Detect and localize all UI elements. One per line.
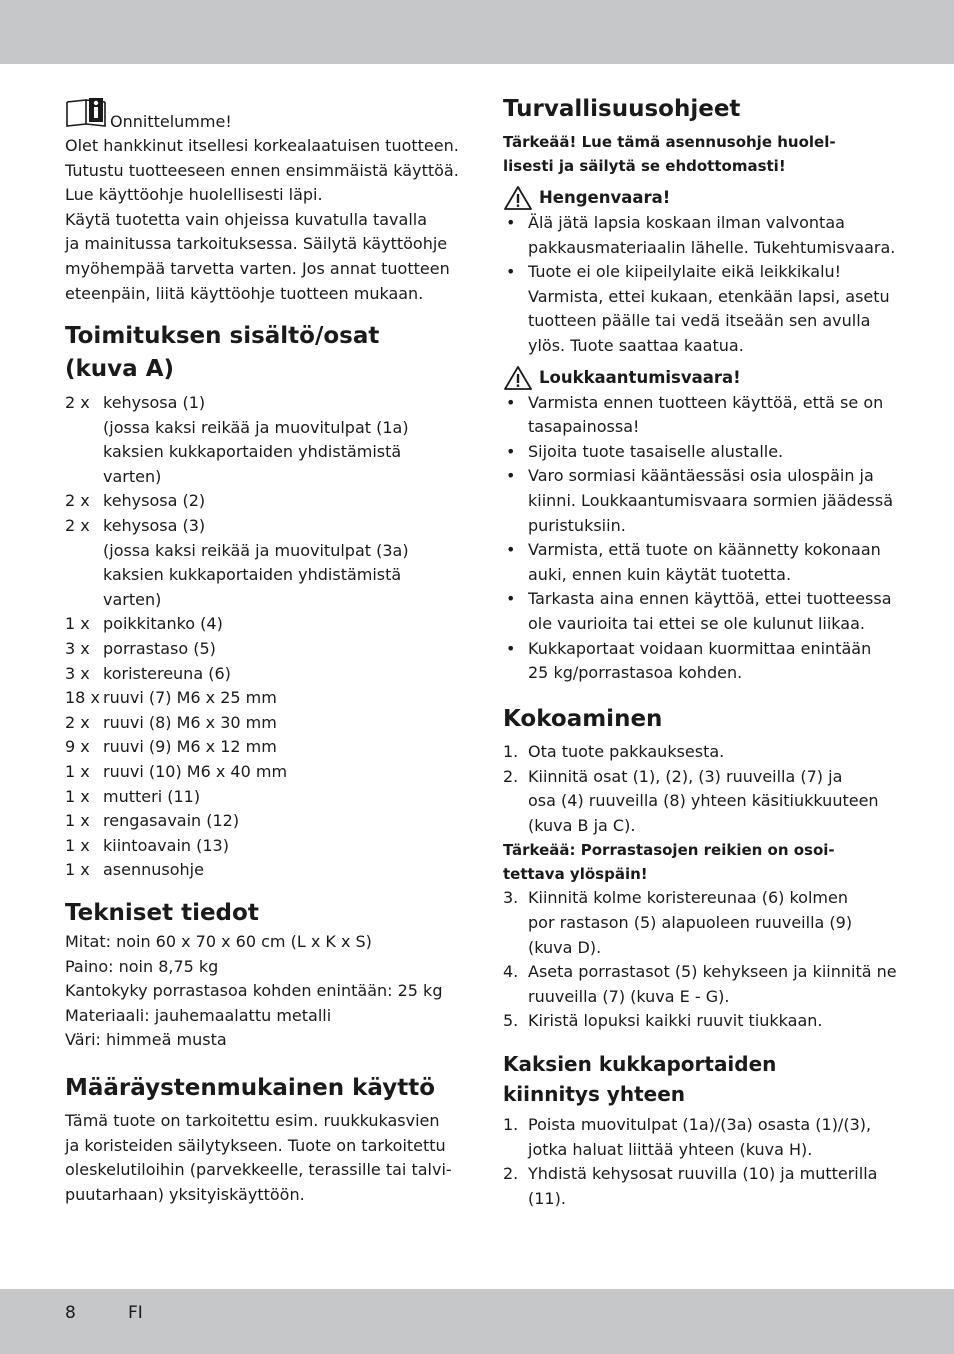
intended-use-section [65,1072,452,1207]
step-text: osa (4) ruuveilla (8) yhteen käsitiukkuuteen [528,791,879,811]
bullet-line [503,563,895,588]
step-line [503,911,897,936]
language-code: FI [128,1303,143,1323]
bullet-text: auki, ennen kuin käytät tuotetta. [528,564,792,584]
step-indent [503,1187,528,1212]
joining-title-2: kiinnitys yhteen [503,1082,686,1106]
intro-line: eteenpäin, liitä käyttöohje tuotteen mukaan. [65,283,424,303]
intro-line: Käytä tuotetta vain ohjeissa kuvatulla tavalla [65,209,428,229]
item-quantity: 1 x [65,811,90,831]
contents-item [65,416,409,441]
bullet-line [503,612,895,637]
bullet-text: ole vaurioita tai ettei se ole kulunut liikaa. [528,613,865,633]
item-quantity: 1 x [65,761,90,781]
step-indent [503,936,528,961]
bullet-marker: • [506,392,516,412]
item-text: varten) [103,589,162,609]
item-quantity: 2 x [65,393,90,412]
step-line [503,936,897,961]
bullet-line [503,391,895,416]
step-number: 1. [503,1115,519,1134]
bullet-indent [503,489,528,514]
step-text: Kiristä lopuksi kaikki ruuvit tiukkaan. [528,1011,823,1031]
danger-title: Hengenvaara! [539,188,671,207]
bullet-line [503,661,895,686]
bullet-text: Tarkasta aina ennen käyttöä, ettei tuotteessa [528,589,892,609]
intended-use-line: Tämä tuote on tarkoitettu esim. ruukkukasvien [65,1111,440,1130]
bullet-text: Älä jätä lapsia koskaan ilman valvontaa [528,213,845,232]
intro-line: Olet hankkinut itsellesi korkealaatuisen tuotteen. [65,136,459,155]
bullet-indent [503,309,528,334]
bullet-indent [503,415,528,440]
item-text: koristereuna (6) [103,663,231,683]
item-quantity: 1 x [65,786,90,806]
intended-use-line: oleskelutiloihin (parvekkeelle, terassille tai talvi- [65,1160,452,1180]
assembly-steps [503,740,897,838]
contents-item [65,440,409,465]
step-text: (11). [528,1188,566,1208]
contents-item [65,785,409,810]
step-number: 4. [503,962,519,982]
injury-list [503,391,895,686]
contents-item [65,711,409,736]
injury-heading [503,365,895,391]
step-line [503,1138,877,1163]
bullet-indent [503,612,528,637]
contents-item [65,809,409,834]
bullet-text: Kukkaportaat voidaan kuormittaa enintään [528,638,872,658]
bullet-text: Varmista, ettei kukaan, etenkään lapsi, asetu [528,286,890,306]
step-text: Kiinnitä osat (1), (2), (3) ruuveilla (7) ja [528,766,843,786]
bullet-text: Varmista ennen tuotteen käyttöä, että se on [528,392,884,412]
contents-item [65,760,409,785]
step-text: Poista muovitulpat (1a)/(3a) osasta (1)/(3), [528,1115,872,1134]
technical-line: Väri: himmeä musta [65,1030,227,1050]
contents-item [65,391,409,416]
step-line [503,1162,877,1187]
contents-item [65,858,409,883]
danger-list [503,211,895,359]
safety-important-2: lisesti ja säilytä se ehdottomasti! [503,157,786,175]
step-text: Kiinnitä kolme koristereunaa (6) kolmen [528,888,848,908]
item-text: kaksien kukkaportaiden yhdistämistä [103,565,402,585]
bullet-marker: • [506,262,516,282]
intro-line: Tutustu tuotteeseen ennen ensimmäistä käyttöä. [65,160,459,180]
bullet-marker: • [506,441,516,461]
item-text: varten) [103,466,162,486]
bullet-text: tuotteen päälle tai vedä itseään sen avulla [528,311,871,331]
contents-item [65,735,409,760]
contents-item [65,489,409,514]
bullet-line [503,211,895,236]
greeting: Onnittelumme! [110,112,232,131]
item-text: porrastaso (5) [103,638,216,658]
technical-title: Tekniset tiedot [65,900,259,926]
contents-section [65,320,409,883]
bullet-text: kiinni. Loukkaantumisvaara sormien jäädessä [528,490,893,510]
intro-line: myöhempää tarvetta varten. Jos annat tuotteen [65,258,450,278]
intro-text [65,134,459,306]
contents-title-2: (kuva A) [65,356,175,382]
bullet-line [503,637,895,662]
item-text: poikkitanko (4) [103,614,223,634]
bullet-text: Sijoita tuote tasaiselle alustalle. [528,441,784,461]
safety-important: Tärkeää! Lue tämä asennusohje huolel- [503,133,836,151]
bullet-line [503,538,895,563]
item-text: ruuvi (7) M6 x 25 mm [103,688,277,708]
bullet-indent [503,236,528,261]
bullet-marker: • [506,213,516,232]
step-indent [503,789,528,814]
item-text: kaksien kukkaportaiden yhdistämistä [103,442,402,462]
item-text: ruuvi (8) M6 x 30 mm [103,712,277,732]
item-text: rengasavain (12) [103,811,240,831]
step-line [503,1113,877,1138]
info-book-icon [65,96,107,132]
contents-item [65,465,409,490]
safety-section [503,93,895,686]
bullet-line [503,489,895,514]
step-number: 1. [503,742,519,761]
contents-item [65,588,409,613]
step-indent [503,985,528,1010]
bullet-line [503,587,895,612]
intro-line: ja mainitussa tarkoituksessa. Säilytä käyttöohje [65,234,448,254]
technical-line: Paino: noin 8,75 kg [65,956,219,976]
bullet-line [503,415,895,440]
bullet-text: ylös. Tuote saattaa kaatua. [528,335,744,355]
item-quantity [65,465,103,490]
contents-item [65,563,409,588]
bullet-indent [503,285,528,310]
item-quantity [65,416,103,441]
step-line [503,789,897,814]
item-quantity: 2 x [65,515,90,535]
contents-list [65,391,409,883]
item-quantity [65,440,103,465]
step-line [503,1009,897,1034]
joining-section [503,1049,877,1211]
item-quantity: 2 x [65,712,90,732]
contents-item [65,662,409,687]
item-quantity: 1 x [65,835,90,855]
technical-line: Kantokyky porrastasoa kohden enintään: 25 kg [65,981,443,1001]
header-bar [0,0,954,64]
item-text: ruuvi (9) M6 x 12 mm [103,737,277,757]
bullet-text: Varmista, että tuote on käännetty kokonaan [528,540,881,560]
page-number: 8 [65,1303,76,1323]
bullet-line [503,285,895,310]
step-number: 3. [503,888,519,908]
joining-title: Kaksien kukkaportaiden [503,1052,777,1076]
step-text: jotka haluat liittää yhteen (kuva H). [528,1139,813,1159]
contents-item [65,539,409,564]
bullet-indent [503,514,528,539]
step-number: 5. [503,1011,519,1031]
bullet-text: Tuote ei ole kiipeilylaite eikä leikkikalu! [528,262,842,282]
item-quantity: 18 x [65,688,100,708]
intro-line: Lue käyttöohje huolellisesti läpi. [65,185,323,205]
intended-use-title: Määräystenmukainen käyttö [65,1075,436,1101]
item-quantity: 1 x [65,860,90,880]
assembly-important-2: tettava ylöspäin! [503,865,648,884]
step-text: (kuva D). [528,937,602,957]
item-text: ruuvi (10) M6 x 40 mm [103,761,288,781]
item-text: kehysosa (3) [103,515,206,535]
bullet-indent [503,661,528,686]
bullet-marker: • [506,638,516,658]
bullet-text: Varo sormiasi kääntäessäsi osia ulospäin ja [528,466,874,486]
bullet-line [503,440,895,465]
item-quantity: 3 x [65,638,90,658]
step-indent [503,814,528,839]
step-line [503,765,897,790]
joining-steps [503,1113,877,1211]
bullet-indent [503,334,528,359]
step-line [503,814,897,839]
item-quantity [65,563,103,588]
step-text: Aseta porrastasot (5) kehykseen ja kiinnitä ne [528,962,897,982]
step-text: Yhdistä kehysosat ruuvilla (10) ja mutterilla [528,1164,878,1184]
bullet-marker: • [506,589,516,609]
step-line [503,886,897,911]
bullet-text: pakkausmateriaalin lähelle. Tukehtumisvaara. [528,237,896,257]
bullet-marker: • [506,466,516,486]
assembly-steps-2 [503,886,897,1034]
technical-line: Materiaali: jauhemaalattu metalli [65,1005,332,1025]
bullet-indent [503,563,528,588]
step-text: ruuveilla (7) (kuva E - G). [528,986,730,1006]
item-quantity: 9 x [65,737,90,757]
warning-triangle-icon [503,365,533,391]
safety-title: Turvallisuusohjeet [503,96,741,122]
bullet-line [503,514,895,539]
step-number: 2. [503,766,519,786]
contents-item [65,514,409,539]
warning-triangle-icon [503,185,533,211]
contents-item [65,612,409,637]
bullet-text: puristuksiin. [528,515,626,535]
item-quantity: 2 x [65,491,90,511]
bullet-line [503,260,895,285]
assembly-title: Kokoaminen [503,706,663,732]
item-quantity: 1 x [65,614,90,634]
intended-use-line: ja koristeiden säilytykseen. Tuote on tarkoitettu [65,1135,446,1155]
step-number: 2. [503,1164,519,1184]
item-text: asennusohje [103,860,204,880]
technical-section [65,897,442,1053]
bullet-text: 25 kg/porrastasoa kohden. [528,663,743,683]
step-line [503,1187,877,1212]
assembly-important: Tärkeää: Porrastasojen reikien on osoi- [503,841,835,860]
item-quantity [65,588,103,613]
step-line [503,960,897,985]
bullet-line [503,464,895,489]
item-text: mutteri (11) [103,786,201,806]
technical-line: Mitat: noin 60 x 70 x 60 cm (L x K x S) [65,932,372,951]
step-indent [503,911,528,936]
bullet-line [503,236,895,261]
item-text: kehysosa (1) [103,393,206,412]
bullet-marker: • [506,540,516,560]
bullet-text: tasapainossa! [528,417,640,437]
injury-title: Loukkaantumisvaara! [539,367,741,387]
assembly-section [503,703,897,1034]
intended-use-line: puutarhaan) yksityiskäyttöön. [65,1184,305,1204]
danger-heading [503,185,895,211]
footer-bar [0,1289,954,1354]
contents-item [65,686,409,711]
item-text: kehysosa (2) [103,491,206,511]
contents-title: Toimituksen sisältö/osat [65,323,380,349]
item-text: (jossa kaksi reikää ja muovitulpat (1a) [103,417,409,437]
step-line [503,740,897,765]
contents-item [65,637,409,662]
item-text: (jossa kaksi reikää ja muovitulpat (3a) [103,540,409,560]
step-text: por rastason (5) alapuoleen ruuveilla (9) [528,912,853,932]
item-quantity [65,539,103,564]
item-text: kiintoavain (13) [103,835,229,855]
bullet-line [503,334,895,359]
bullet-line [503,309,895,334]
item-quantity: 3 x [65,663,90,683]
step-text: (kuva B ja C). [528,815,636,835]
contents-item [65,834,409,859]
step-line [503,985,897,1010]
step-indent [503,1138,528,1163]
step-text: Ota tuote pakkauksesta. [528,742,725,761]
